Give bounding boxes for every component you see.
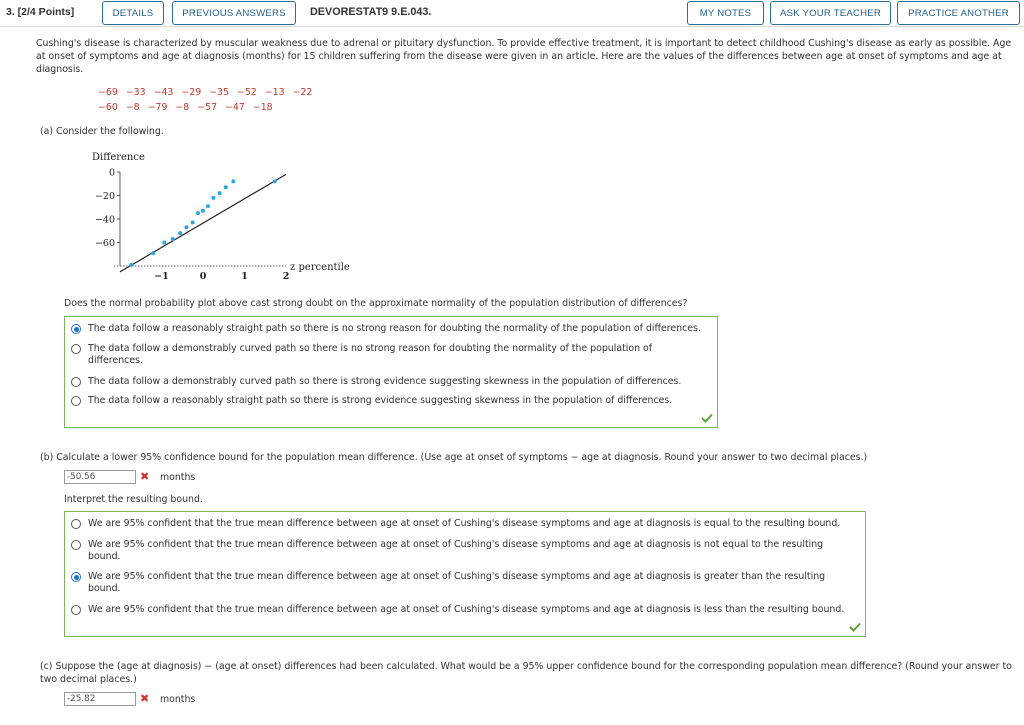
part-b-option-4[interactable] <box>71 604 861 616</box>
ask-teacher-button[interactable]: ASK YOUR TEACHER <box>770 1 891 25</box>
data-value: −57 <box>197 102 218 113</box>
data-point <box>196 211 200 215</box>
option-text: The data follow a demonstrably curved path so there is strong evidence suggesting skewness in the population of differences. <box>88 376 682 387</box>
my-notes-button[interactable]: MY NOTES <box>687 1 764 25</box>
previous-answers-button[interactable]: PREVIOUS ANSWERS <box>172 1 296 25</box>
option-text: The data follow a reasonably straight path so there is strong evidence suggesting skewness in the population of differences. <box>88 395 673 406</box>
x-tick-label: 0 <box>199 271 207 282</box>
data-value: −18 <box>252 102 273 113</box>
x-tick-label: 1 <box>241 271 248 282</box>
incorrect-x-icon: ✖ <box>140 692 150 705</box>
data-value: −8 <box>175 102 190 113</box>
option-text: We are 95% confident that the true mean difference between age at onset of Cushing's disease symptoms and age at diagnosis is equal to the resulting bound. <box>88 518 841 529</box>
data-value: −13 <box>264 87 285 98</box>
part-c-unit: months <box>160 694 196 705</box>
radio-button[interactable] <box>71 344 81 354</box>
data-value: −79 <box>147 102 168 113</box>
data-value: −47 <box>225 102 245 113</box>
x-tick-label: −1 <box>154 271 169 282</box>
data-value: −52 <box>236 87 257 98</box>
data-value: −29 <box>181 87 202 98</box>
part-a-option-4[interactable] <box>71 395 711 407</box>
radio-button[interactable] <box>71 324 81 334</box>
data-point <box>224 185 228 189</box>
part-b-option-1[interactable] <box>71 518 861 530</box>
radio-button[interactable] <box>71 377 81 387</box>
data-value: −8 <box>125 102 140 113</box>
part-a-option-1[interactable] <box>71 323 711 335</box>
part-b-prompt: (b) Calculate a lower 95% confidence bound for the population mean difference. (Use age at onset of symptoms − age at diagnosis. Round your answer to two decimal places.) <box>40 452 868 463</box>
normal-probability-plot <box>90 148 370 288</box>
correct-check-icon <box>849 622 861 632</box>
radio-button[interactable] <box>71 519 81 529</box>
data-value: −69 <box>98 87 118 98</box>
radio-button[interactable] <box>71 540 81 550</box>
data-value: −43 <box>153 87 174 98</box>
part-c-prompt: (c) Suppose the (age at diagnosis) − (age at onset) differences had been calculated. What would be a 95% upper confidence bound for the corresponding population mean difference? (Round your answer to two decimal places.) <box>40 661 1012 685</box>
part-b-interpret-label: Interpret the resulting bound. <box>64 494 203 505</box>
option-text: The data follow a demonstrably curved path so there is no strong reason for doubting the normality of the population of differences. <box>88 343 653 367</box>
question-code: DEVORESTAT9 9.E.043. <box>310 6 432 18</box>
part-c-answer-input[interactable]: -25.82 <box>64 692 136 706</box>
part-a-option-3[interactable] <box>71 376 711 388</box>
data-value: −35 <box>209 87 229 98</box>
option-text: We are 95% confident that the true mean difference between age at onset of Cushing's disease symptoms and age at diagnosis is less than the resulting bound. <box>88 604 845 615</box>
details-button[interactable]: DETAILS <box>102 1 164 25</box>
y-tick-label: 0 <box>108 167 115 179</box>
question-number: 3. [2/4 Points] <box>6 6 75 18</box>
data-point <box>206 204 210 208</box>
x-ticks <box>154 271 289 282</box>
fit-line <box>120 174 286 272</box>
option-text: We are 95% confident that the true mean difference between age at onset of Cushing's disease symptoms and age at diagnosis is not equal to the resulting bound. <box>88 539 824 563</box>
data-point <box>171 237 175 241</box>
data-values-row-1 <box>98 87 320 98</box>
data-values-row-2 <box>98 102 281 113</box>
data-point <box>184 225 188 229</box>
data-point <box>211 196 215 200</box>
data-point <box>191 221 195 225</box>
data-value: −60 <box>98 102 118 113</box>
data-value: −33 <box>125 87 146 98</box>
y-axis-label: Difference <box>92 152 145 163</box>
option-text: The data follow a reasonably straight path so there is no strong reason for doubting the normality of the population of differences. <box>88 323 701 334</box>
y-tick-label: −60 <box>94 238 115 249</box>
data-point <box>129 263 133 267</box>
part-b-choices <box>64 511 866 637</box>
data-point <box>178 231 182 235</box>
part-b-option-2[interactable] <box>71 539 841 564</box>
part-a-option-2[interactable] <box>71 343 691 368</box>
question-header <box>0 0 1024 27</box>
data-point <box>162 241 166 245</box>
option-text: We are 95% confident that the true mean difference between age at onset of Cushing's disease symptoms and age at diagnosis is greater than the resulting bound. <box>88 571 826 595</box>
x-tick-label: 2 <box>282 271 290 282</box>
data-point <box>231 179 235 183</box>
radio-button[interactable] <box>71 605 81 615</box>
part-a-prompt: (a) Consider the following. <box>40 126 164 137</box>
incorrect-x-icon: ✖ <box>140 470 150 483</box>
data-point <box>273 179 277 183</box>
part-b-answer-input[interactable]: -50.56 <box>64 470 136 484</box>
practice-another-button[interactable]: PRACTICE ANOTHER <box>897 1 1020 25</box>
x-axis-label: z percentile <box>290 262 350 273</box>
data-point <box>201 209 205 213</box>
data-value: −22 <box>292 87 313 98</box>
part-a-choices <box>64 316 718 428</box>
data-point <box>151 251 155 255</box>
data-point <box>218 191 222 195</box>
y-tick-label: −40 <box>94 214 115 226</box>
plot-svg <box>90 148 370 288</box>
y-ticks <box>95 168 120 250</box>
y-tick-label: −20 <box>94 191 115 202</box>
correct-check-icon <box>701 413 713 423</box>
part-b-unit: months <box>160 472 196 483</box>
part-a-question: Does the normal probability plot above cast strong doubt on the approximate normality of the population distribution of differences? <box>64 298 688 309</box>
radio-button[interactable] <box>71 572 81 582</box>
problem-intro: Cushing's disease is characterized by muscular weakness due to adrenal or pituitary dysfunction. To provide effective treatment, it is important to detect childhood Cushing's disease as early as possible. Age at onset of symptoms and age at diagnosis (months) for 15 children suffering from the disease were given in an article. Here are the values of the differences between age at onset of symptoms and age at diagnosis. <box>36 38 1012 75</box>
part-b-option-3[interactable] <box>71 571 841 596</box>
radio-button[interactable] <box>71 396 81 406</box>
